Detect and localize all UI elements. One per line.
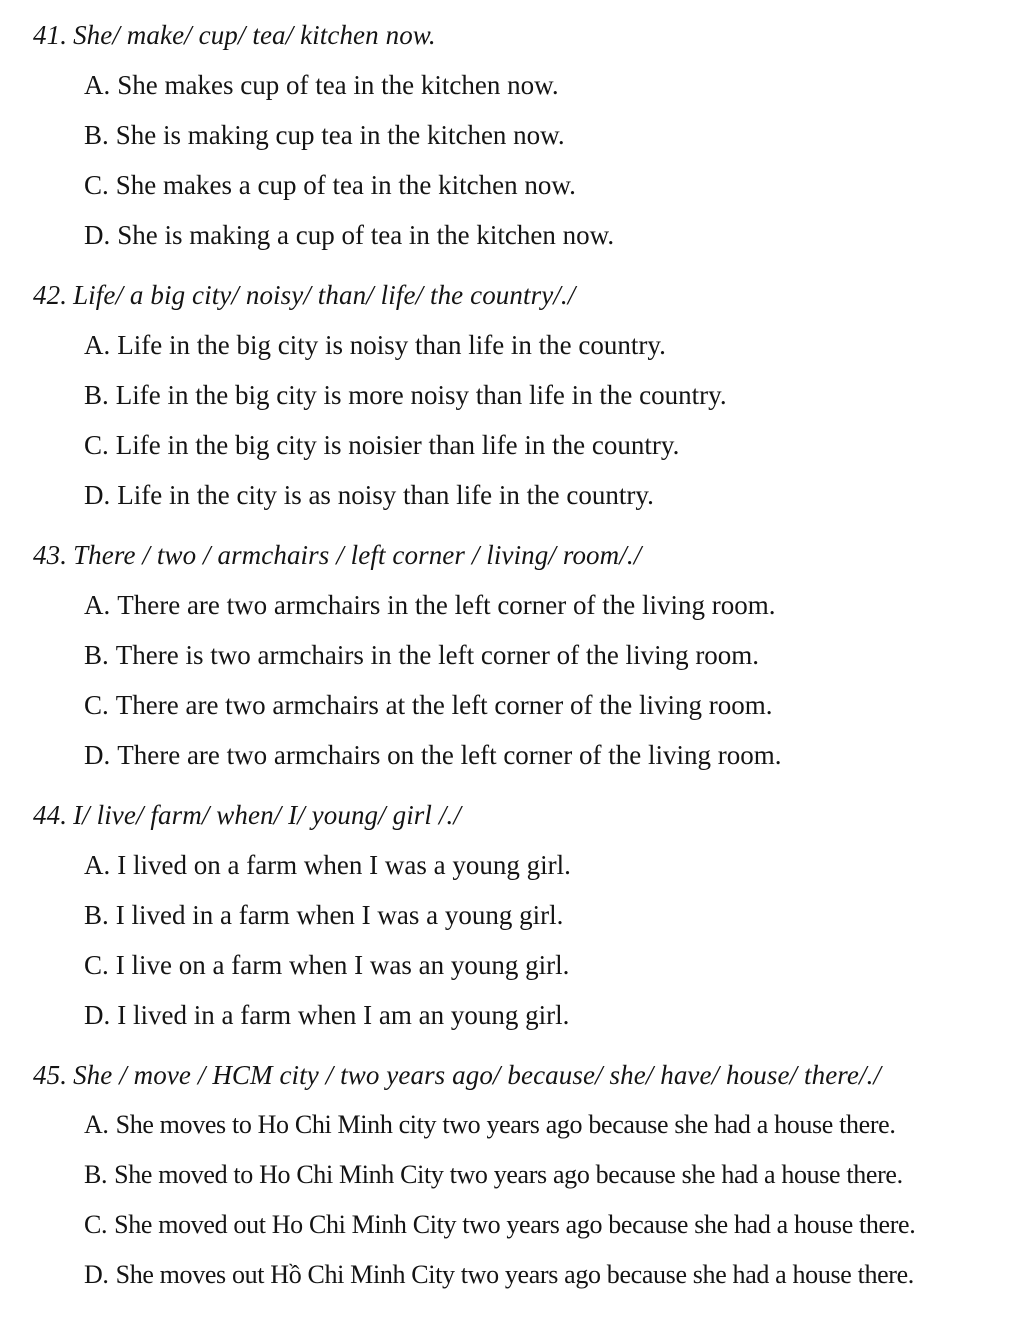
option-letter: A.	[84, 590, 111, 620]
option-letter: A.	[84, 850, 111, 880]
prompt-text: She / move / HCM city / two years ago/ because/ she/ have/ house/ there/./	[73, 1060, 882, 1090]
question-prompt	[33, 538, 641, 572]
option-text: She moves out Hồ Chi Minh City two years ago because she had a house there.	[115, 1260, 914, 1289]
option-b[interactable]	[84, 1158, 903, 1192]
question-number: 44.	[33, 800, 68, 830]
option-letter: B.	[84, 1160, 108, 1189]
question-prompt	[33, 278, 575, 312]
option-text: There are two armchairs at the left corner of the living room.	[115, 690, 773, 720]
option-text: She moved out Ho Chi Minh City two years ago because she had a house there.	[114, 1210, 916, 1239]
option-letter: D.	[84, 1000, 111, 1030]
option-a[interactable]	[84, 848, 571, 882]
option-text: I lived in a farm when I am an young girl.	[117, 1000, 570, 1030]
option-text: She is making cup tea in the kitchen now.	[115, 120, 565, 150]
option-text: She makes cup of tea in the kitchen now.	[117, 70, 559, 100]
option-text: There are two armchairs in the left corner of the living room.	[117, 590, 776, 620]
question-number: 45.	[33, 1060, 68, 1090]
option-letter: B.	[84, 380, 109, 410]
option-letter: D.	[84, 480, 111, 510]
option-letter: C.	[84, 170, 109, 200]
option-d[interactable]	[84, 998, 569, 1032]
prompt-text: I/ live/ farm/ when/ I/ young/ girl /./	[73, 800, 461, 830]
option-c[interactable]	[84, 168, 576, 202]
option-d[interactable]	[84, 478, 654, 512]
option-letter: C.	[84, 430, 109, 460]
option-c[interactable]	[84, 1208, 915, 1242]
prompt-text: Life/ a big city/ noisy/ than/ life/ the country/./	[73, 280, 576, 310]
option-text: Life in the big city is more noisy than life in the country.	[115, 380, 727, 410]
question-number: 41.	[33, 20, 68, 50]
option-a[interactable]	[84, 328, 666, 362]
option-text: I live on a farm when I was an young girl.	[115, 950, 570, 980]
option-text: I lived in a farm when I was a young girl.	[115, 900, 564, 930]
option-letter: D.	[84, 220, 111, 250]
prompt-text: She/ make/ cup/ tea/ kitchen now.	[73, 20, 436, 50]
option-a[interactable]	[84, 68, 559, 102]
option-letter: C.	[84, 1210, 108, 1239]
option-text: There are two armchairs on the left corner of the living room.	[117, 740, 782, 770]
option-c[interactable]	[84, 428, 679, 462]
option-text: She is making a cup of tea in the kitchen now.	[117, 220, 615, 250]
option-text: She makes a cup of tea in the kitchen now.	[115, 170, 576, 200]
option-letter: B.	[84, 640, 109, 670]
option-b[interactable]	[84, 638, 759, 672]
option-b[interactable]	[84, 118, 565, 152]
option-text: Life in the big city is noisier than life in the country.	[115, 430, 680, 460]
question-prompt	[33, 1058, 881, 1092]
option-a[interactable]	[84, 588, 776, 622]
question-prompt	[33, 18, 436, 52]
option-text: I lived on a farm when I was a young girl.	[117, 850, 571, 880]
option-letter: B.	[84, 900, 109, 930]
option-b[interactable]	[84, 378, 727, 412]
option-a[interactable]	[84, 1108, 896, 1142]
option-letter: C.	[84, 950, 109, 980]
option-letter: D.	[84, 740, 111, 770]
option-d[interactable]	[84, 218, 614, 252]
option-letter: A.	[84, 330, 111, 360]
option-text: She moved to Ho Chi Minh City two years ago because she had a house there.	[114, 1160, 903, 1189]
option-letter: D.	[84, 1260, 109, 1289]
option-letter: A.	[84, 70, 111, 100]
prompt-text: There / two / armchairs / left corner / living/ room/./	[73, 540, 642, 570]
option-text: Life in the city is as noisy than life in the country.	[117, 480, 654, 510]
option-letter: A.	[84, 1110, 109, 1139]
option-d[interactable]	[84, 738, 782, 772]
option-text: There is two armchairs in the left corner of the living room.	[115, 640, 760, 670]
option-c[interactable]	[84, 948, 569, 982]
option-letter: B.	[84, 120, 109, 150]
question-prompt	[33, 798, 461, 832]
option-letter: C.	[84, 690, 109, 720]
option-c[interactable]	[84, 688, 773, 722]
option-text: She moves to Ho Chi Minh city two years ago because she had a house there.	[115, 1110, 896, 1139]
question-number: 43.	[33, 540, 68, 570]
question-number: 42.	[33, 280, 68, 310]
option-d[interactable]	[84, 1258, 914, 1292]
option-b[interactable]	[84, 898, 563, 932]
option-text: Life in the big city is noisy than life in the country.	[117, 330, 666, 360]
